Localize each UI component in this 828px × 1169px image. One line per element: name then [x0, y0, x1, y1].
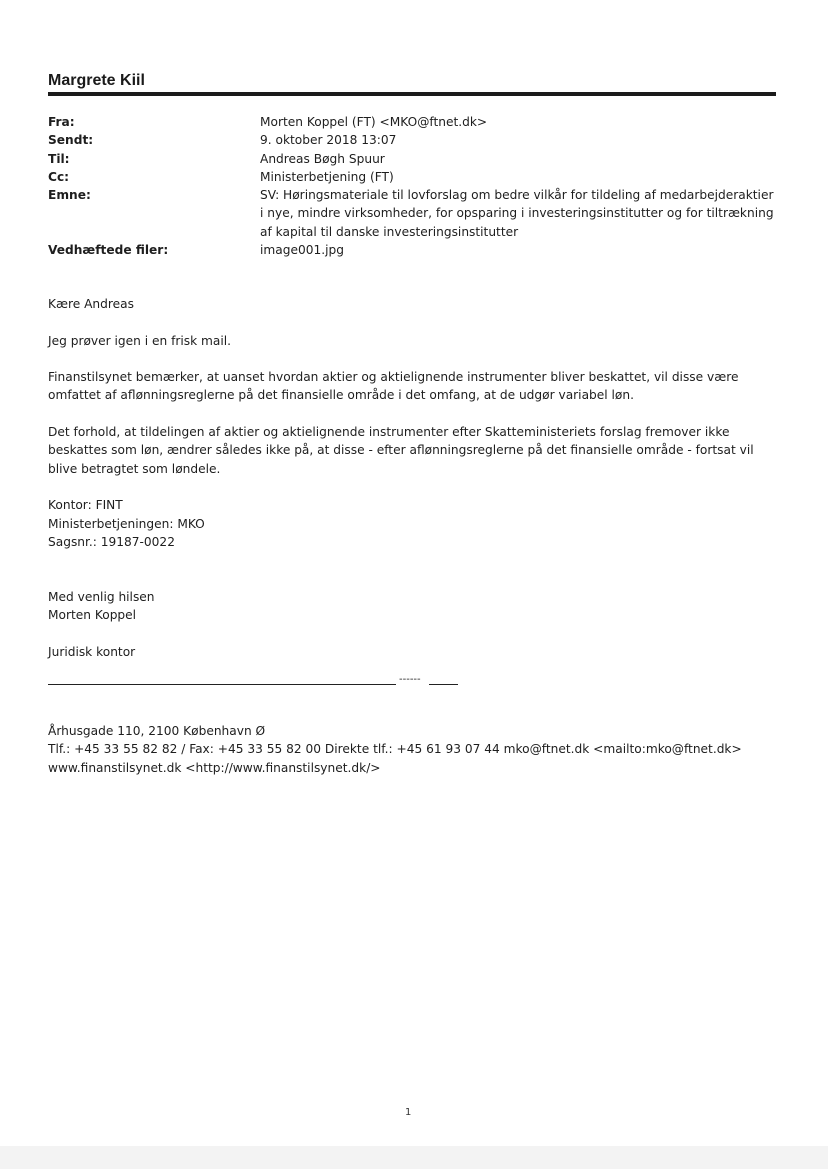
signoff: [48, 588, 780, 625]
header-label: Til:: [48, 151, 70, 166]
separator-line: [48, 684, 396, 685]
header-label: Emne:: [48, 188, 91, 203]
scan-edge: [0, 1146, 828, 1169]
closing: Med venlig hilsen: [48, 589, 155, 604]
header-row-cc: [48, 168, 778, 186]
header-label: Fra:: [48, 115, 75, 129]
header-value-from: Morten Koppel (FT) <MKO@ftnet.dk>: [260, 115, 488, 129]
email-body: [48, 295, 780, 661]
page-number: 1: [405, 1107, 412, 1118]
header-value-to: Andreas Bøgh Spuur: [260, 151, 385, 166]
case-office: Kontor: FINT: [48, 498, 123, 513]
header-value-sent: 9. oktober 2018 13:07: [260, 133, 397, 148]
separator-dashes: ------: [399, 674, 421, 685]
header-label: Sendt:: [48, 133, 94, 148]
blank-line: [48, 569, 780, 587]
paragraph-1: Jeg prøver igen i en frisk mail.: [48, 333, 232, 348]
header-label: Cc:: [48, 169, 70, 184]
header-value-attachments: image001.jpg: [260, 243, 344, 258]
footer-address: Århusgade 110, 2100 København Ø: [48, 724, 266, 738]
header-row-to: [48, 150, 778, 168]
separator-line-short: [429, 684, 458, 685]
footer-web: www.finanstilsynet.dk <http://www.finanstilsynet.dk/>: [48, 760, 381, 775]
signature-separator: [48, 676, 458, 688]
header-label: Vedhæftede filer:: [48, 243, 169, 258]
header-row-from: [48, 113, 778, 131]
header-row-subject: [48, 186, 778, 241]
header-row-attachments: [48, 241, 778, 259]
footer-phones: Tlf.: +45 33 55 82 82 / Fax: +45 33 55 82 00 Direkte tlf.: +45 61 93 07 44 mko@ftnet.dk <mailto:mko@ftnet.dk>: [48, 742, 742, 757]
email-headers: [48, 113, 778, 259]
header-rule: [48, 92, 776, 96]
contact-footer: [48, 722, 788, 777]
mailbox-owner-name: Margrete Kiil: [48, 72, 145, 89]
greeting: Kære Andreas: [48, 297, 134, 311]
header-row-sent: [48, 131, 778, 149]
case-ministerservice: Ministerbetjeningen: MKO: [48, 516, 205, 531]
paragraph-2: Finanstilsynet bemærker, at uanset hvordan aktier og aktielignende instrumenter bliver beskattet, vil disse være omfattet af aflønningsreglerne på det finansielle område i det omfang, at de udgør variabel løn.: [48, 370, 739, 403]
header-value-cc: Ministerbetjening (FT): [260, 169, 394, 184]
sender-name: Morten Koppel: [48, 608, 137, 623]
paragraph-3: Det forhold, at tildelingen af aktier og aktielignende instrumenter efter Skatteministeriets forslag fremover ikke beskattes som løn, ændrer således ikke på, at disse - efter aflønningsreglerne på det finansielle område - fortsat vil blive betragtet som løndele.: [48, 425, 754, 476]
department: Juridisk kontor: [48, 644, 136, 659]
header-value-subject: SV: Høringsmateriale til lovforslag om bedre vilkår for tildeling af medarbejderaktier i nye, mindre virksomheder, for opsparing i investeringsinstitutter og for tiltrækning af kapital til danske investeringsinstitutter: [260, 188, 774, 239]
case-number: Sagsnr.: 19187-0022: [48, 534, 175, 549]
case-info: [48, 496, 780, 551]
